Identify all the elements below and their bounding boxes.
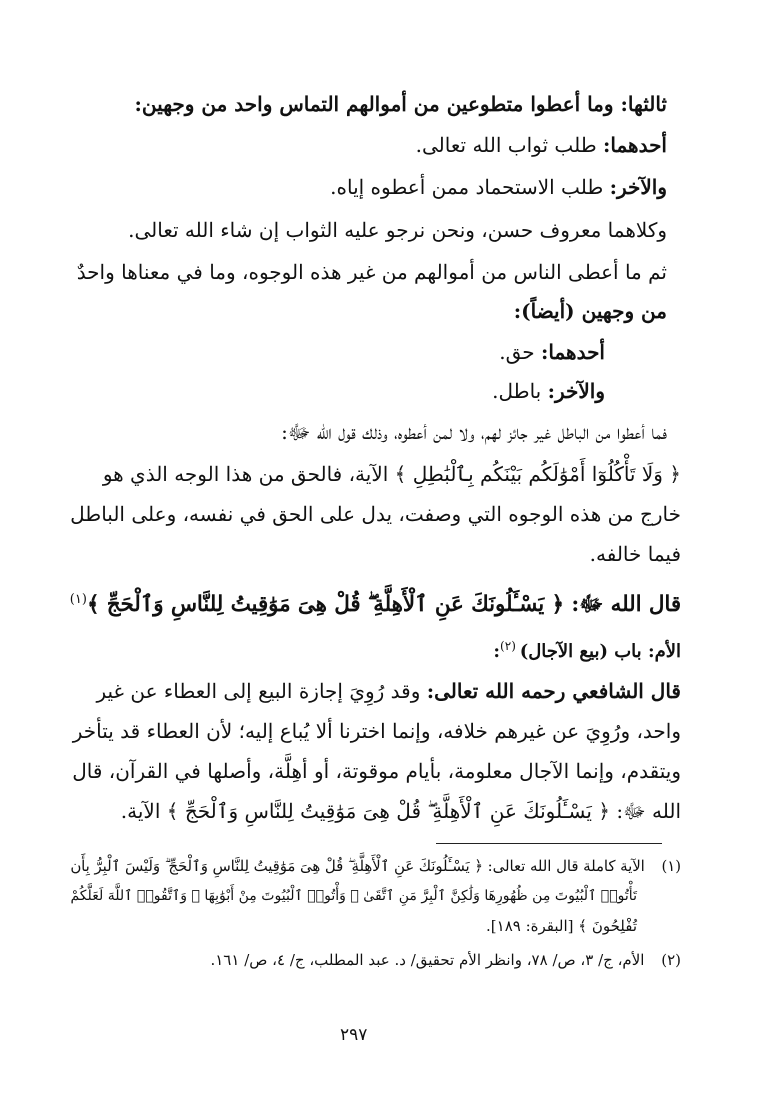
line-text: فما أعطوا من الباطل غير جائز لهم، ولا لمن أعطوه، وذلك قول الله ﷻ: [281, 420, 667, 444]
text-line [96, 677, 681, 705]
verse-text: ﴿ يَسْـَٔلُونَكَ عَنِ ٱلْأَهِلَّةِ ۖ قُلْ هِىَ مَوَٰقِيتُ لِلنَّاسِ وَٱلْحَجِّ ﴾ [86, 592, 572, 618]
text-line [416, 131, 667, 159]
line-text: باطل. [492, 379, 548, 403]
text-line [77, 258, 667, 286]
text-line [135, 90, 667, 118]
line-text: ويتقدم، وإنما الآجال معلومة، بأيام موقوتة، أو أهِلَّة، وأصلها في القرآن، قال [72, 759, 681, 783]
footnote-line [210, 948, 681, 972]
text-line [514, 297, 667, 325]
line-text: حق. [499, 340, 541, 364]
text-line [103, 460, 681, 488]
lead-term: أحدهما: [540, 340, 605, 364]
chapter-colon: : [493, 641, 501, 662]
footnote-text: الآية كاملة قال الله تعالى: ﴿ يَسْـَٔلُونَكَ عَنِ ٱلْأَهِلَّةِ ۖ قُلْ هِىَ مَوَٰقِيتُ لِلنَّاسِ وَٱلْحَجِّ ۗ وَلَيْسَ ٱلْبِرُّ بِأَن [70, 858, 645, 875]
footnote-ref: (٢) [500, 639, 520, 653]
verse-heading [70, 584, 681, 621]
text-line [492, 377, 605, 405]
footnote-number: (٢) [661, 951, 681, 969]
line-text: وكلاهما معروف حسن، ونحن نرجو عليه الثواب إن شاء الله تعالى. [128, 218, 667, 242]
footnote-line [70, 884, 637, 908]
lead-term: ثالثها: [620, 92, 667, 116]
text-line [128, 216, 667, 244]
lead-term: والآخر: [547, 379, 605, 403]
text-line [281, 418, 667, 446]
text-line [73, 717, 681, 745]
chapter-title: الأم: باب (بيع الآجال) [519, 641, 681, 662]
footnote-divider [436, 843, 662, 844]
text-line [590, 540, 681, 568]
page-number: ٢٩٧ [340, 1025, 368, 1045]
line-text: وقد رُوِيَ إجازة البيع إلى العطاء عن غير [96, 679, 427, 703]
footnote-text: تَأْتُوا۟ ٱلْبُيُوتَ مِن ظُهُورِهَا وَلَٰكِنَّ ٱلْبِرَّ مَنِ ٱتَّقَىٰ ۗ وَأْتُوا۟ ٱلْبُيُوتَ مِنْ أَبْوَٰبِهَا ۚ وَٱتَّقُوا۟ ٱللَّهَ لَعَلَّكُمْ [70, 888, 637, 904]
line-text: وما أعطوا متطوعين من أموالهم التماس واحد من وجهين: [134, 92, 621, 116]
line-text: خارج من هذه الوجوه التي وصفت، يدل على الحق في نفسه، وعلى الباطل [70, 502, 681, 526]
line-text: ﴿ وَلَا تَأْكُلُوٓا أَمْوَٰلَكُم بَيْنَكُم بِٱلْبَٰطِلِ ﴾ الآية، فالحق من هذا الوجه الذي هو [102, 462, 681, 486]
line-text: طلب ثواب الله تعالى. [415, 133, 603, 157]
text-line [121, 797, 681, 825]
text-line [72, 757, 681, 785]
lead-term: والآخر: [609, 175, 667, 199]
verse-lead: قال الله ﷻ: [571, 592, 681, 618]
lead-term: أحدهما: [602, 133, 667, 157]
footnote-line [486, 914, 637, 938]
footnote-text: الأم، ج/ ٣، ص/ ٧٨، وانظر الأم تحقيق/ د. عبد المطلب، ج/ ٤، ص/ ١٦١. [210, 951, 645, 969]
footnote-ref: (١) [69, 592, 87, 607]
chapter-heading [493, 632, 681, 666]
line-text: من وجهين (أيضاً): [513, 299, 667, 323]
text-line [70, 500, 681, 528]
lead-term: قال الشافعي رحمه الله تعالى: [426, 679, 681, 703]
line-text: فيما خالفه. [589, 542, 681, 566]
line-text: الله ﷻ: ﴿ يَسْـَٔلُونَكَ عَنِ ٱلْأَهِلَّةِ ۖ قُلْ هِىَ مَوَٰقِيتُ لِلنَّاسِ وَٱلْحَجِّ ﴾ الآية. [120, 799, 681, 823]
line-text: طلب الاستحماد ممن أعطوه إياه. [330, 175, 610, 199]
footnote-line [70, 855, 681, 879]
footnote-number: (١) [661, 858, 681, 875]
footnote-text: تُفْلِحُونَ ﴾ [البقرة: ١٨٩]. [486, 917, 637, 935]
line-text: ثم ما أعطى الناس من أموالهم من غير هذه الوجوه، وما في معناها واحدٌ [76, 260, 667, 284]
line-text: واحد، ورُوِيَ عن غيرهم خلافه، وإنما اخترنا ألا يُباع إليه؛ لأن العطاء قد يتأخر [72, 719, 681, 743]
text-line [330, 173, 667, 201]
text-line [499, 338, 605, 366]
